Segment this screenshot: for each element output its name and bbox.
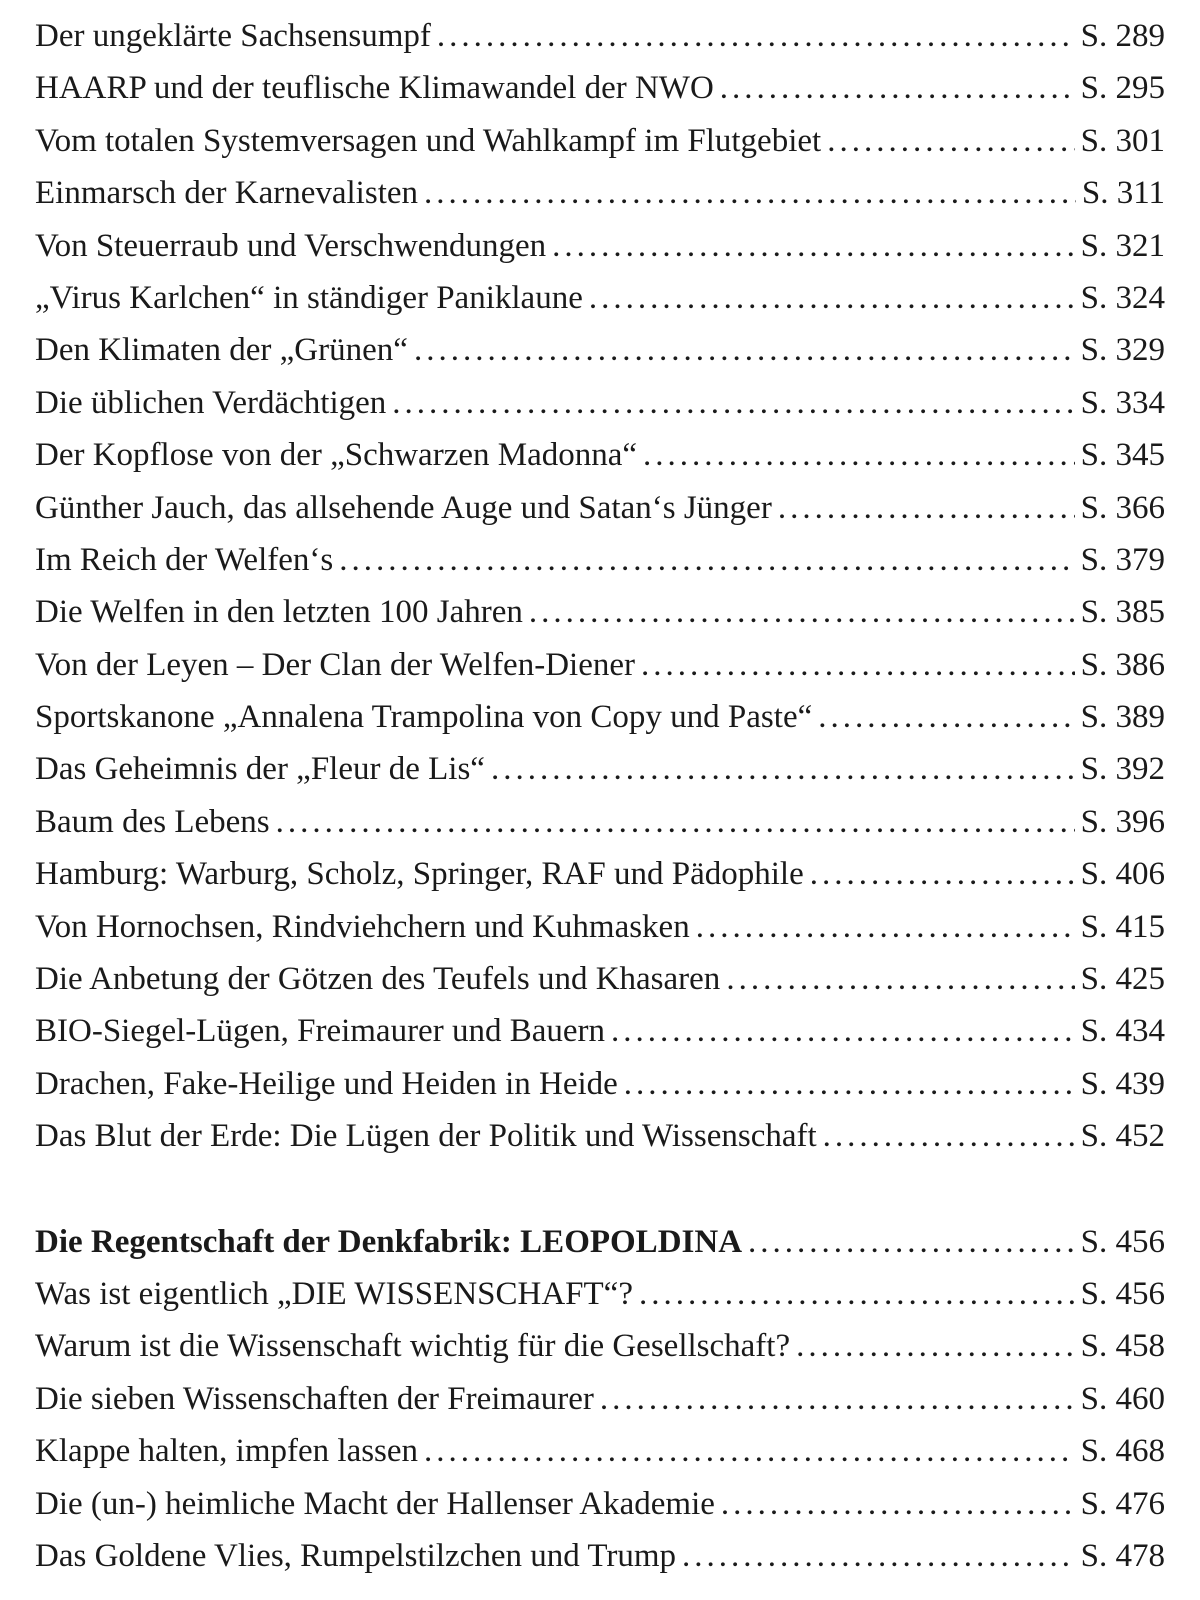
dot-leader xyxy=(721,1478,1075,1530)
dot-leader xyxy=(726,953,1074,1005)
dot-leader xyxy=(827,115,1074,167)
entry-page: S. 324 xyxy=(1080,279,1165,316)
entry-page: S. 385 xyxy=(1080,594,1165,631)
dot-leader xyxy=(276,796,1075,848)
toc-entry xyxy=(35,1478,1165,1530)
dot-leader xyxy=(491,743,1075,795)
dot-leader xyxy=(641,639,1075,691)
entry-title: Das Goldene Vlies, Rumpelstilzchen und Trump xyxy=(35,1537,677,1574)
toc-entry xyxy=(35,220,1165,272)
toc-entry xyxy=(35,115,1165,167)
entry-page: S. 476 xyxy=(1080,1485,1165,1522)
dot-leader xyxy=(796,1320,1075,1372)
entry-title: Was ist eigentlich „DIE WISSENSCHAFT“? xyxy=(35,1275,633,1312)
entry-page: S. 389 xyxy=(1080,699,1165,736)
dot-leader xyxy=(696,901,1075,953)
dot-leader xyxy=(823,1110,1075,1162)
dot-leader xyxy=(810,848,1075,900)
dot-leader xyxy=(682,1530,1075,1582)
toc-entry xyxy=(35,534,1165,586)
entry-title: Das Geheimnis der „Fleur de Lis“ xyxy=(35,751,485,788)
entry-title: Die Welfen in den letzten 100 Jahren xyxy=(35,594,523,631)
toc-entry xyxy=(35,167,1165,219)
dot-leader xyxy=(611,1005,1075,1057)
toc-entry xyxy=(35,482,1165,534)
entry-page: S. 415 xyxy=(1080,908,1165,945)
entry-title: Die (un-) heimliche Macht der Hallenser Akademie xyxy=(35,1485,715,1522)
entry-title: Warum ist die Wissenschaft wichtig für die Gesellschaft? xyxy=(35,1328,791,1365)
toc-entry xyxy=(35,429,1165,481)
toc-section-2 xyxy=(35,1216,1165,1583)
toc-entry xyxy=(35,1425,1165,1477)
toc-entry xyxy=(35,953,1165,1005)
entry-page: S. 468 xyxy=(1080,1433,1165,1470)
dot-leader xyxy=(720,62,1075,114)
toc-entry xyxy=(35,1530,1165,1582)
dot-leader xyxy=(589,272,1075,324)
entry-page: S. 425 xyxy=(1080,961,1165,998)
toc-entry xyxy=(35,796,1165,848)
dot-leader xyxy=(392,377,1074,429)
entry-page: S. 434 xyxy=(1080,1013,1165,1050)
entry-page: S. 406 xyxy=(1080,856,1165,893)
dot-leader xyxy=(639,1268,1075,1320)
dot-leader xyxy=(424,167,1076,219)
entry-title: Die Anbetung der Götzen des Teufels und Khasaren xyxy=(35,961,721,998)
entry-title: Von der Leyen – Der Clan der Welfen-Diener xyxy=(35,646,635,683)
entry-page: S. 452 xyxy=(1080,1118,1165,1155)
dot-leader xyxy=(414,324,1075,376)
entry-page: S. 366 xyxy=(1080,489,1165,526)
entry-title: Baum des Lebens xyxy=(35,803,270,840)
toc-entry xyxy=(35,10,1165,62)
toc-entry xyxy=(35,1268,1165,1320)
entry-page: S. 289 xyxy=(1080,18,1165,54)
entry-page: S. 345 xyxy=(1080,437,1165,474)
table-of-contents xyxy=(35,10,1165,1582)
entry-title: Der ungeklärte Sachsensumpf xyxy=(35,18,431,54)
entry-title: „Virus Karlchen“ in ständiger Paniklaune xyxy=(35,279,583,316)
toc-entry xyxy=(35,586,1165,638)
toc-entry xyxy=(35,691,1165,743)
entry-page: S. 460 xyxy=(1080,1380,1165,1417)
entry-page: S. 311 xyxy=(1081,175,1165,212)
entry-page: S. 321 xyxy=(1080,227,1165,264)
toc-entry xyxy=(35,324,1165,376)
entry-title: Günther Jauch, das allsehende Auge und Satan‘s Jünger xyxy=(35,489,772,526)
entry-page: S. 396 xyxy=(1080,803,1165,840)
dot-leader xyxy=(778,482,1075,534)
dot-leader xyxy=(624,1058,1075,1110)
toc-section-1 xyxy=(35,10,1165,1163)
dot-leader xyxy=(748,1216,1075,1268)
entry-page: S. 329 xyxy=(1080,332,1165,369)
toc-entry xyxy=(35,1005,1165,1057)
toc-entry xyxy=(35,377,1165,429)
toc-entry xyxy=(35,1320,1165,1372)
entry-page: S. 439 xyxy=(1080,1065,1165,1102)
toc-entry xyxy=(35,743,1165,795)
toc-entry xyxy=(35,1110,1165,1162)
dot-leader xyxy=(339,534,1074,586)
entry-title: Einmarsch der Karnevalisten xyxy=(35,175,419,212)
entry-title: Den Klimaten der „Grünen“ xyxy=(35,332,408,369)
dot-leader xyxy=(643,429,1075,481)
toc-entry xyxy=(35,901,1165,953)
entry-title: BIO-Siegel-Lügen, Freimaurer und Bauern xyxy=(35,1013,605,1050)
entry-page: S. 458 xyxy=(1080,1328,1165,1365)
entry-title: Vom totalen Systemversagen und Wahlkampf im Flutgebiet xyxy=(35,122,822,159)
entry-title: Von Steuerraub und Verschwendungen xyxy=(35,227,547,264)
entry-title: Drachen, Fake-Heilige und Heiden in Heide xyxy=(35,1065,618,1102)
entry-title: Sportskanone „Annalena Trampolina von Copy und Paste“ xyxy=(35,699,813,736)
dot-leader xyxy=(529,586,1075,638)
toc-entry xyxy=(35,848,1165,900)
entry-title: Die üblichen Verdächtigen xyxy=(35,384,387,421)
entry-title: HAARP und der teuflische Klimawandel der NWO xyxy=(35,70,714,107)
section-heading-title: Die Regentschaft der Denkfabrik: LEOPOLDINA xyxy=(35,1223,743,1260)
toc-section-heading xyxy=(35,1216,1165,1268)
dot-leader xyxy=(600,1373,1075,1425)
entry-title: Der Kopflose von der „Schwarzen Madonna“ xyxy=(35,437,638,474)
entry-title: Klappe halten, impfen lassen xyxy=(35,1433,419,1470)
entry-page: S. 295 xyxy=(1080,70,1165,107)
entry-title: Das Blut der Erde: Die Lügen der Politik und Wissenschaft xyxy=(35,1118,817,1155)
toc-entry xyxy=(35,639,1165,691)
toc-entry xyxy=(35,1373,1165,1425)
entry-title: Hamburg: Warburg, Scholz, Springer, RAF und Pädophile xyxy=(35,856,804,893)
dot-leader xyxy=(437,10,1075,62)
entry-title: Im Reich der Welfen‘s xyxy=(35,541,334,578)
dot-leader xyxy=(424,1425,1075,1477)
entry-page: S. 386 xyxy=(1080,646,1165,683)
toc-entry xyxy=(35,62,1165,114)
entry-page: S. 334 xyxy=(1080,384,1165,421)
toc-entry xyxy=(35,272,1165,324)
entry-page: S. 379 xyxy=(1080,541,1165,578)
entry-page: S. 301 xyxy=(1080,122,1165,159)
dot-leader xyxy=(552,220,1075,272)
entry-page: S. 478 xyxy=(1080,1537,1165,1574)
toc-entry xyxy=(35,1058,1165,1110)
entry-title: Die sieben Wissenschaften der Freimaurer xyxy=(35,1380,594,1417)
dot-leader xyxy=(818,691,1074,743)
section-heading-page: S. 456 xyxy=(1080,1223,1165,1260)
entry-page: S. 392 xyxy=(1080,751,1165,788)
entry-title: Von Hornochsen, Rindviehchern und Kuhmasken xyxy=(35,908,690,945)
entry-page: S. 456 xyxy=(1080,1275,1165,1312)
